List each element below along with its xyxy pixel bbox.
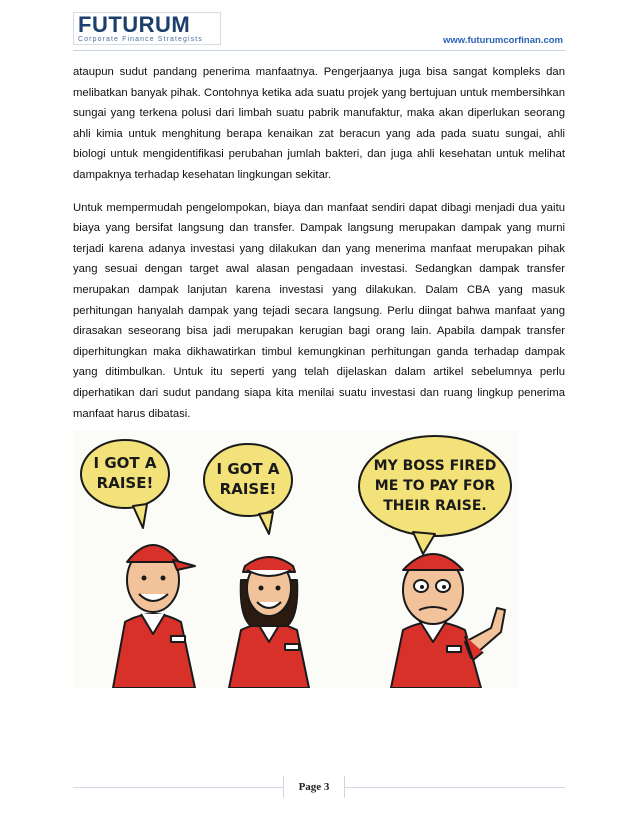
paragraph-2: Untuk mempermudah pengelompokan, biaya dan manfaat sendiri dapat dibagi menjadi dua yaitu biaya yang bersifat langsung dan transfer. Dampak langsung merupakan dampak yang murni terjadi karena adanya investasi yang dilakukan dan yang menerima manfaat merupakan pihak yang sesuai dengan target awal alasan pengadaan investasi. Sedangkan dampak transfer merupakan dampak lanjutan karena investasi yang dilakukan. Dalam CBA yang masuk perhitungan hanyalah dampak yang tejadi secara langsung. Perlu diingat bahwa manfaat yang dirasakan seseorang bisa jadi merupakan kerugian bagi orang lain. Apabila dampak transfer diperhitungkan maka dikhawatirkan timbul kemungkinan perhitungan ganda terhadap dampak yang ditimbulkan. Untuk itu seperti yang telah dijelaskan dalam artikel sebelumnya perlu diperhatikan dari sudut pandang siapa kita menilai suatu investasi dan ruang lingkup penerima manfaat harus dibatasi. bbox=[73, 201, 565, 420]
company-logo bbox=[73, 12, 221, 45]
website-link[interactable]: www.futurumcorfinan.com bbox=[443, 35, 563, 46]
bubble-1-line-2: RAISE! bbox=[96, 474, 154, 492]
page-number: Page 3 bbox=[298, 781, 330, 793]
cartoon-svg bbox=[73, 430, 518, 688]
bubble-3-line-1: MY BOSS FIRED bbox=[373, 458, 497, 474]
paragraph-1: ataupun sudut pandang penerima manfaatnya. Pengerjaanya juga bisa sangat kompleks dan melibatkan banyak pihak. Contohnya ketika ada suatu projek yang bertujuan untuk membersihkan sungai yang terkena polusi dari limbah suatu pabrik manufaktur, maka akan diperlukan seorang ahli kimia untuk menghitung berapa kenaikan zat beracun yang ada pada suatu sungai, ahli biologi untuk mengidentifikasi perubahan jumlah bakteri, dan juga ahli kesehatan untuk melihat dampaknya terhadap kesehatan lingkungan sekitar. bbox=[73, 66, 565, 181]
footer-divider-left bbox=[73, 787, 283, 788]
logo-tagline: Corporate Finance Strategists bbox=[78, 36, 203, 43]
bubble-1-line-1: I GOT A bbox=[93, 454, 157, 472]
bubble-2-line-1: I GOT A bbox=[216, 460, 280, 478]
page-number-box bbox=[283, 776, 345, 798]
body-text bbox=[73, 62, 565, 436]
speech-bubble-1 bbox=[81, 440, 169, 528]
logo-wordmark: FUTURUM bbox=[78, 12, 191, 37]
header-divider bbox=[73, 50, 565, 51]
character-fired-man bbox=[391, 554, 505, 688]
character-man-smiling bbox=[113, 545, 195, 688]
bubble-2-line-2: RAISE! bbox=[219, 480, 277, 498]
bubble-3-line-2: ME TO PAY FOR bbox=[374, 478, 496, 494]
cartoon-illustration bbox=[73, 430, 518, 688]
speech-bubble-3 bbox=[359, 436, 511, 554]
character-woman-smiling bbox=[229, 557, 309, 688]
speech-bubble-2 bbox=[204, 444, 292, 534]
bubble-3-line-3: THEIR RAISE. bbox=[383, 498, 487, 514]
footer-divider-right bbox=[345, 787, 565, 788]
